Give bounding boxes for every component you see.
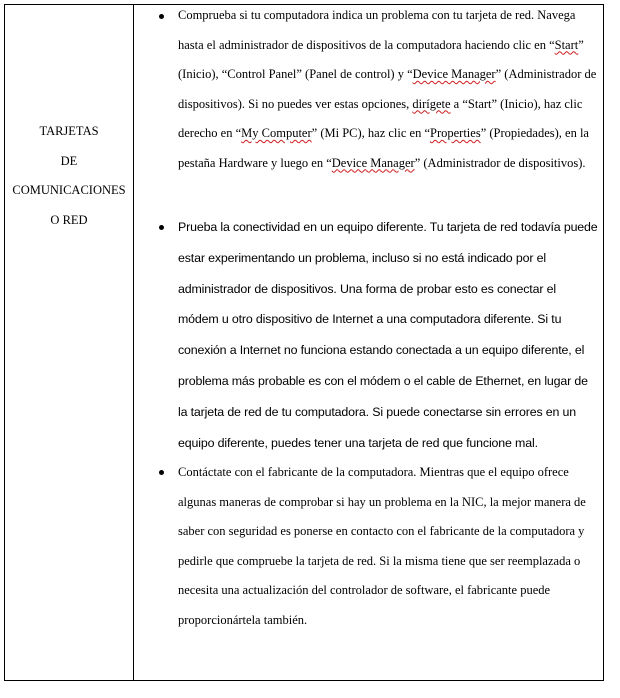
bullet-dot-icon bbox=[159, 14, 164, 19]
list-item-text: Comprueba si tu computadora indica un problema con tu tarjeta de red. Navega hasta el administrador de dispositivos de la computadora haciendo clic en “Start” (Inicio), “Control Panel” (Panel de control) y “Device Manager” (Administrador de dispositivos). Si no puedes ver estas opciones, dirígete a “Start” (Inicio), haz clic derecho en “My Computer” (Mi PC), haz clic en “Properties” (Propiedades), en la pestaña Hardware y luego en “Device Manager” (Administrador de dispositivos). bbox=[178, 8, 597, 170]
category-cell bbox=[5, 5, 133, 680]
list-item-text: Contáctate con el fabricante de la computadora. Mientras que el equipo ofrece algunas maneras de comprobar si hay un problema en la NIC, la mejor manera de saber con seguridad es ponerse en contacto con el fabricante de la computadora y pedirle que compruebe la tarjeta de red. Si la misma tiene que ser reemplazada o necesita una actualización del controlador de software, el fabricante puede proporcionártela también. bbox=[178, 465, 586, 627]
spellcheck-mark: dirígete bbox=[412, 96, 451, 111]
spellcheck-mark: Start bbox=[554, 37, 579, 52]
category-line: TARJETAS bbox=[39, 124, 99, 138]
category-line: O RED bbox=[50, 212, 88, 227]
spellcheck-mark: Properties bbox=[430, 126, 481, 140]
bullet-dot-icon bbox=[159, 470, 164, 475]
list-item-text: Prueba la conectividad en un equipo diferente. Tu tarjeta de red todavía puede estar experimentando un problema, incluso si no está indicado por el administrador de dispositivos. Una forma de probar esto es conectar el módem u otro dispositivo de Internet a una computadora diferente. Si tu conexión a Internet no funciona estando conectada a un equipo diferente, el problema más probable es con el módem o el cable de Ethernet, en lugar de la tarjeta de red de tu computadora. Si puede conectarse sin errores en un equipo diferente, puedes tener una tarjeta de red que funcione mal. bbox=[178, 220, 598, 450]
spellcheck-mark: Device Manager bbox=[331, 155, 415, 170]
spellcheck-mark: My Computer bbox=[241, 126, 312, 140]
category-line: DE bbox=[60, 153, 78, 168]
content-cell bbox=[134, 5, 603, 680]
category-label bbox=[5, 117, 133, 235]
bullet-dot-icon bbox=[159, 225, 164, 230]
category-line: COMUNICACIONES bbox=[12, 183, 126, 197]
document-table bbox=[4, 4, 604, 681]
spellcheck-mark: Device Manager bbox=[412, 67, 496, 81]
